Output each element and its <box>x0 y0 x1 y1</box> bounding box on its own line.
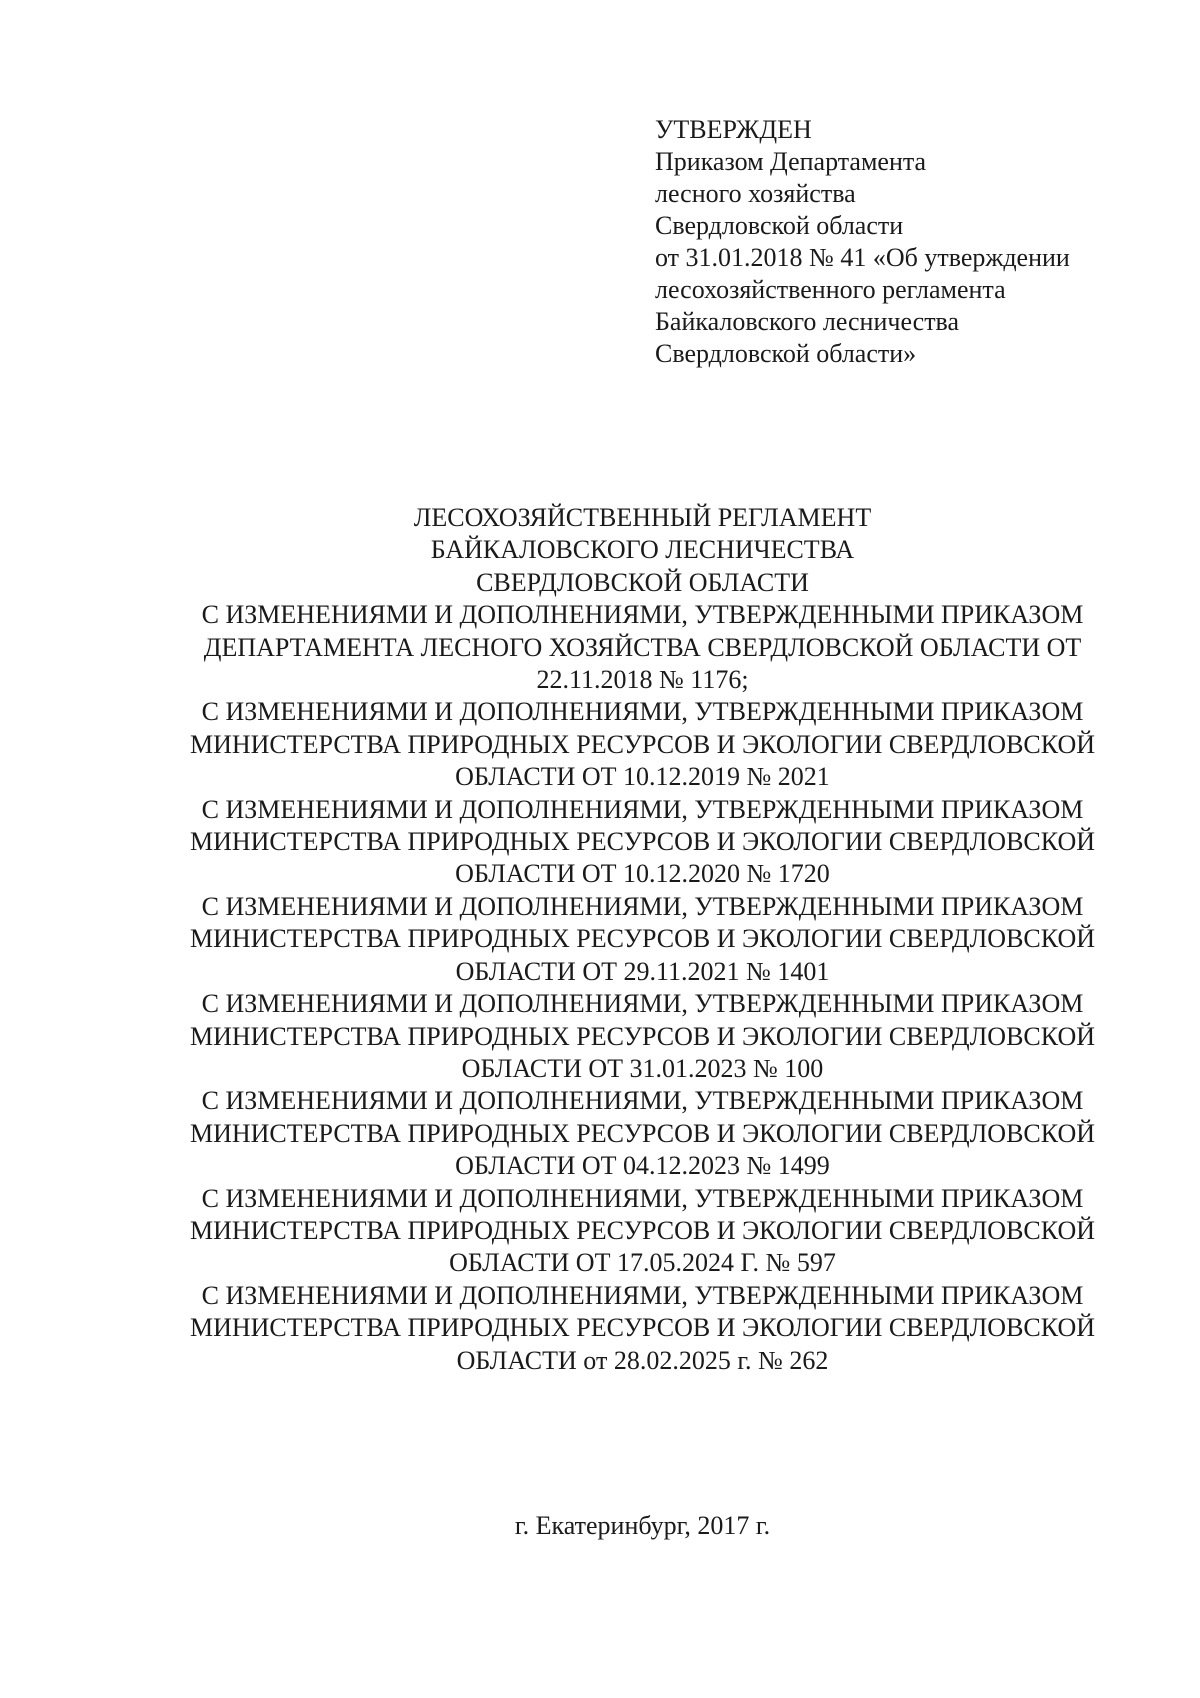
amendment-line: С ИЗМЕНЕНИЯМИ И ДОПОЛНЕНИЯМИ, УТВЕРЖДЕННЫМИ ПРИКАЗОМ <box>201 989 1084 1019</box>
approval-line: Свердловской области» <box>655 339 917 368</box>
amendment-line: С ИЗМЕНЕНИЯМИ И ДОПОЛНЕНИЯМИ, УТВЕРЖДЕННЫМИ ПРИКАЗОМ <box>201 794 1084 824</box>
approval-line: Приказом Департамента <box>655 147 927 176</box>
amendment-line: С ИЗМЕНЕНИЯМИ И ДОПОЛНЕНИЯМИ, УТВЕРЖДЕННЫМИ ПРИКАЗОМ <box>201 600 1084 630</box>
approval-line: лесохозяйственного регламента <box>655 275 1006 304</box>
amendment-line: ОБЛАСТИ ОТ 29.11.2021 № 1401 <box>455 956 830 986</box>
amendment-line: МИНИСТЕРСТВА ПРИРОДНЫХ РЕСУРСОВ И ЭКОЛОГИИ СВЕРДЛОВСКОЙ <box>189 1118 1095 1148</box>
title-line: ЛЕСОХОЗЯЙСТВЕННЫЙ РЕГЛАМЕНТ <box>413 503 872 532</box>
document-title-block <box>100 502 1185 1377</box>
approval-line: лесного хозяйства <box>655 179 856 208</box>
amendment-line: С ИЗМЕНЕНИЯМИ И ДОПОЛНЕНИЯМИ, УТВЕРЖДЕННЫМИ ПРИКАЗОМ <box>201 891 1084 921</box>
amendment-line: 22.11.2018 № 1176; <box>536 665 749 695</box>
amendment-line: С ИЗМЕНЕНИЯМИ И ДОПОЛНЕНИЯМИ, УТВЕРЖДЕННЫМИ ПРИКАЗОМ <box>201 1280 1084 1310</box>
amendment-line: МИНИСТЕРСТВА ПРИРОДНЫХ РЕСУРСОВ И ЭКОЛОГИИ СВЕРДЛОВСКОЙ <box>189 729 1095 759</box>
amendment-line: С ИЗМЕНЕНИЯМИ И ДОПОЛНЕНИЯМИ, УТВЕРЖДЕННЫМИ ПРИКАЗОМ <box>201 1183 1084 1213</box>
approval-line: Свердловской области <box>655 211 904 240</box>
amendment-line: ОБЛАСТИ от 28.02.2025 г. № 262 <box>456 1345 829 1375</box>
approval-line: от 31.01.2018 № 41 «Об утверждении <box>655 243 1070 272</box>
amendment-line: МИНИСТЕРСТВА ПРИРОДНЫХ РЕСУРСОВ И ЭКОЛОГИИ СВЕРДЛОВСКОЙ <box>189 1215 1095 1245</box>
approval-line: Байкаловского лесничества <box>655 307 960 336</box>
place-and-year: г. Екатеринбург, 2017 г. <box>514 1511 771 1540</box>
title-line: БАЙКАЛОВСКОГО ЛЕСНИЧЕСТВА <box>430 535 855 565</box>
amendment-line: ОБЛАСТИ ОТ 04.12.2023 № 1499 <box>455 1151 830 1181</box>
amendment-line: ОБЛАСТИ ОТ 10.12.2019 № 2021 <box>455 762 830 792</box>
amendment-line: МИНИСТЕРСТВА ПРИРОДНЫХ РЕСУРСОВ И ЭКОЛОГИИ СВЕРДЛОВСКОЙ <box>189 827 1095 857</box>
amendment-line: ДЕПАРТАМЕНТА ЛЕСНОГО ХОЗЯЙСТВА СВЕРДЛОВСКОЙ ОБЛАСТИ ОТ <box>203 632 1082 662</box>
approval-line: УТВЕРЖДЕН <box>655 115 812 144</box>
amendment-line: С ИЗМЕНЕНИЯМИ И ДОПОЛНЕНИЯМИ, УТВЕРЖДЕННЫМИ ПРИКАЗОМ <box>201 1086 1084 1116</box>
approval-stamp-block <box>655 114 1155 370</box>
title-line: СВЕРДЛОВСКОЙ ОБЛАСТИ <box>476 567 809 597</box>
amendment-line: ОБЛАСТИ ОТ 31.01.2023 № 100 <box>461 1053 824 1083</box>
amendment-line: МИНИСТЕРСТВА ПРИРОДНЫХ РЕСУРСОВ И ЭКОЛОГИИ СВЕРДЛОВСКОЙ <box>189 924 1095 954</box>
amendment-line: МИНИСТЕРСТВА ПРИРОДНЫХ РЕСУРСОВ И ЭКОЛОГИИ СВЕРДЛОВСКОЙ <box>189 1313 1095 1343</box>
amendment-line: ОБЛАСТИ ОТ 17.05.2024 Г. № 597 <box>449 1248 836 1278</box>
amendment-line: С ИЗМЕНЕНИЯМИ И ДОПОЛНЕНИЯМИ, УТВЕРЖДЕННЫМИ ПРИКАЗОМ <box>201 697 1084 727</box>
amendment-line: МИНИСТЕРСТВА ПРИРОДНЫХ РЕСУРСОВ И ЭКОЛОГИИ СВЕРДЛОВСКОЙ <box>189 1021 1095 1051</box>
amendment-line: ОБЛАСТИ ОТ 10.12.2020 № 1720 <box>455 859 830 889</box>
